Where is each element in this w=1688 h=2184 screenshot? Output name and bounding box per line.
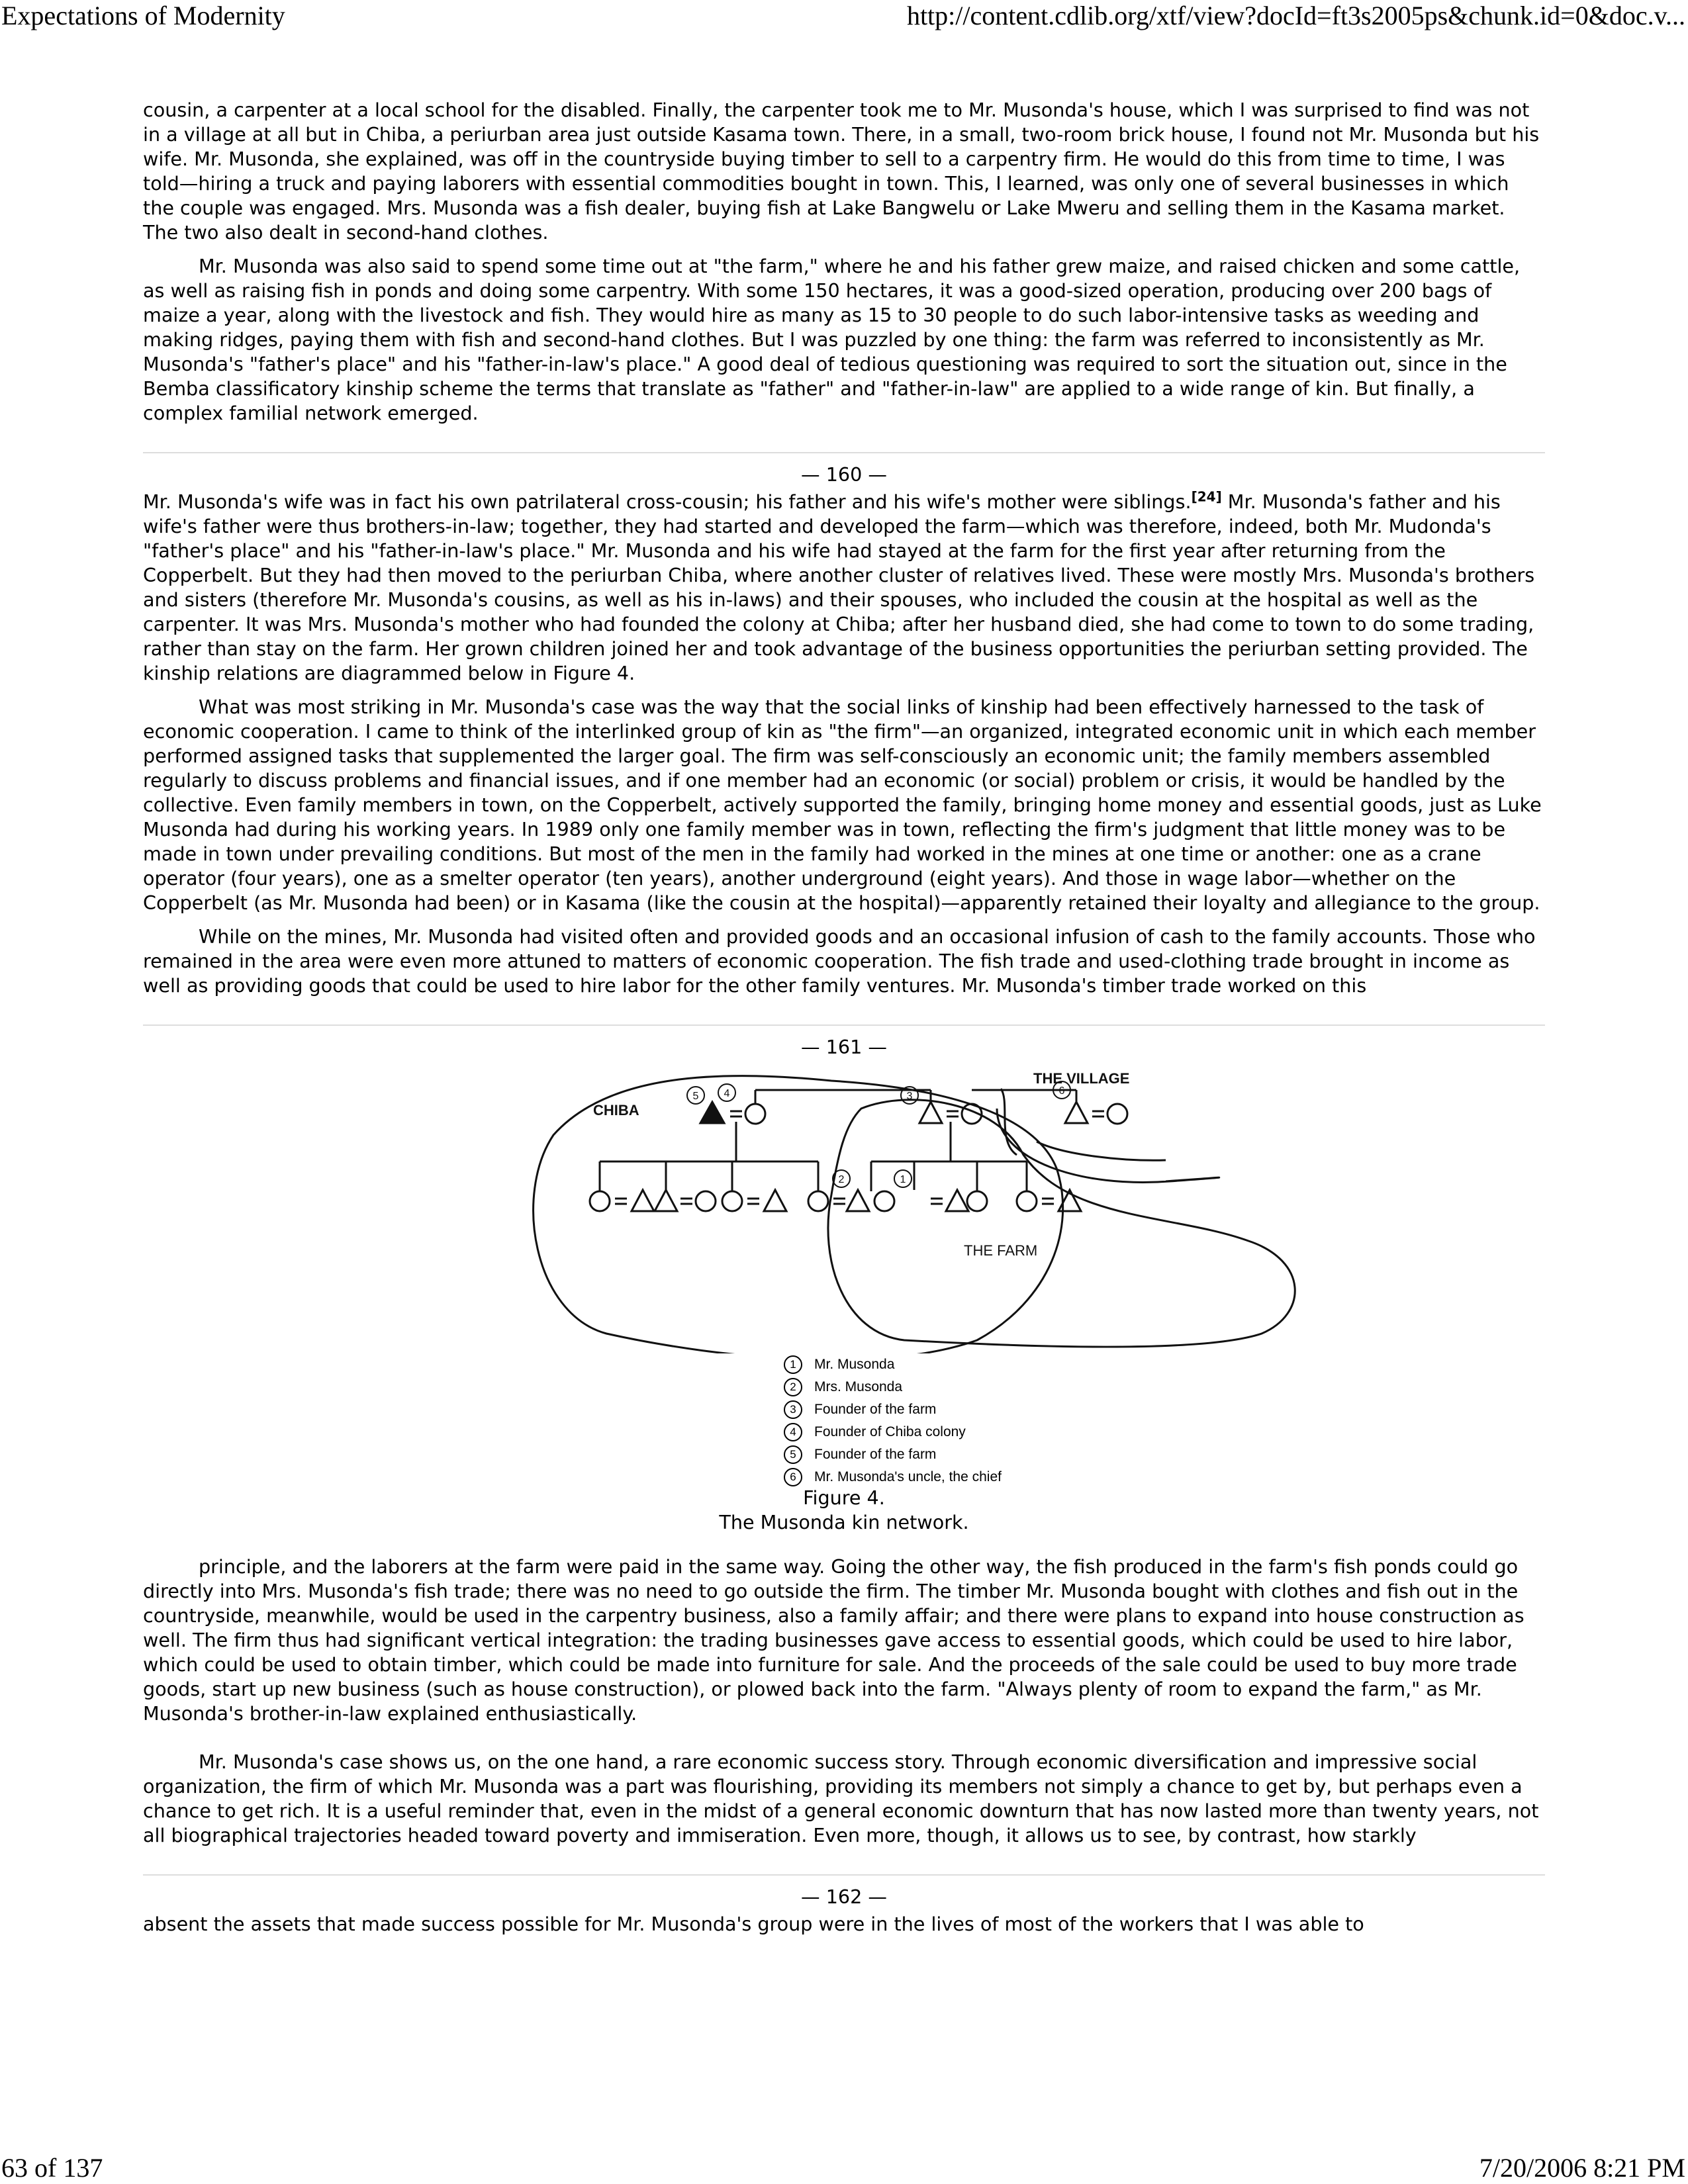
- legend-number: 6: [784, 1468, 802, 1486]
- page-number: — 162 —: [801, 1886, 887, 1908]
- page-divider: [143, 452, 1545, 453]
- legend-number: 2: [784, 1378, 802, 1396]
- paragraph: Mr. Musonda's case shows us, on the one hand, a rare economic success story. Through economic diversification and impressive social organization, the firm of which Mr. Musonda was a part was flourishing, providing its members not simply a chance to get by, but perhaps even a chance to get rich. It is a useful reminder that, even in the midst of a general economic downturn that has now lasted more than twenty years, not all biographical trajectories headed toward poverty and immiseration. Even more, though, it allows us to see, by contrast, how starkly: [143, 1751, 1539, 1846]
- farm-label: THE FARM: [964, 1242, 1038, 1259]
- legend-item: [784, 1353, 1002, 1376]
- male-symbol: [1065, 1102, 1088, 1123]
- legend-number: 1: [784, 1355, 802, 1374]
- paragraph: [143, 490, 1545, 686]
- female-symbol: [874, 1191, 894, 1211]
- male-symbol: [655, 1190, 677, 1211]
- female-symbol: [590, 1191, 610, 1211]
- paragraph: cousin, a carpenter at a local school for the disabled. Finally, the carpenter took me to Mr. Musonda's house, which I was surprised to find was not in a village at all but in Chiba, a periurban area just outside Kasama town. There, in a small, two-room brick house, I found not Mr. Musonda but his wife. Mr. Musonda, she explained, was off in the countryside buying timber to sell to a carpentry firm. He would do this from time to time, I was told—hiring a truck and paying laborers with essential commodities bought in town. This, I learned, was only one of several businesses in which the couple was engaged. Mrs. Musonda was a fish dealer, buying fish at Lake Bangwelu or Lake Mweru and selling them in the Kasama market. The two also dealt in second-hand clothes.: [143, 99, 1540, 244]
- female-symbol: [1017, 1191, 1037, 1211]
- male-symbol: [632, 1190, 654, 1211]
- village-label: THE VILLAGE: [1033, 1070, 1130, 1087]
- marker-number: 5: [692, 1091, 699, 1102]
- legend-number: 5: [784, 1445, 802, 1464]
- paragraph: principle, and the laborers at the farm were paid in the same way. Going the other way, the fish produced in the farm's fish ponds could go directly into Mrs. Musonda's fish trade; there was no need to go outside the firm. The timber Mr. Musonda bought with clothes and fish out in the countryside, meanwhile, would be used in the carpentry business, also a family affair; and there were plans to expand into house construction as well. The firm thus had significant vertical integration: the trading businesses gave access to essential goods, which could be used to hire labor, which could be used to obtain timber, which could be made into furniture for sale. And the proceeds of the sale could be used to buy more trade goods, start up new business (such as house construction), or plowed back into the farm. "Always plenty of room to expand the farm," as Mr. Musonda's brother-in-law explained enthusiastically.: [143, 1555, 1524, 1725]
- caption-label: Figure 4.: [803, 1486, 885, 1509]
- legend-text: Mr. Musonda: [814, 1357, 895, 1372]
- legend-number: 4: [784, 1423, 802, 1441]
- paragraph: absent the assets that made success possible for Mr. Musonda's group were in the lives of most of the workers that I was able to: [143, 1913, 1364, 1935]
- paragraph-text: Mr. Musonda's wife was in fact his own patrilateral cross-cousin; his father and his wife's mother were siblings.: [143, 490, 1192, 513]
- female-symbol: [696, 1191, 716, 1211]
- chiba-label: CHIBA: [593, 1102, 639, 1118]
- page-number: — 160 —: [801, 463, 887, 486]
- legend-item: [784, 1466, 1002, 1488]
- marker-number: 2: [838, 1174, 845, 1185]
- paragraph: What was most striking in Mr. Musonda's case was the way that the social links of kinship had been effectively harnessed to the task of economic cooperation. I came to think of the interlinked group of kin as "the firm"—an organized, integrated economic unit in which each member performed assigned tasks that supplemented the larger goal. The firm was self-consciously an economic unit; the family members assembled regularly to discuss problems and financial issues, and if one member had an economic (or social) problem or crisis, it would be handled by the collective. Even family members in town, on the Copperbelt, actively supported the family, bringing home money and essential goods, just as Luke Musonda had during his working years. In 1989 only one family member was in town, reflecting the firm's judgment that little money was to be made in town under prevailing conditions. But most of the men in the family had worked in the mines at one time or another: one as a crane operator (four years), one as a smelter operator (ten years), another underground (eight years). And those in wage labor—whether on the Copperbelt (as Mr. Musonda had been) or in Kasama (like the cousin at the hospital)—apparently retained their loyalty and allegiance to the group.: [143, 696, 1542, 914]
- female-symbol: [745, 1104, 765, 1124]
- header-url[interactable]: http://content.cdlib.org/xtf/view?docId=ft3s2005ps&chunk.id=0&doc.v...: [906, 1, 1685, 30]
- figure-caption: [143, 1486, 1545, 1535]
- male-symbol: [847, 1190, 869, 1211]
- legend-text: Founder of the farm: [814, 1402, 937, 1417]
- female-symbol: [967, 1191, 987, 1211]
- male-deceased-symbol: [700, 1102, 724, 1123]
- legend-item: [784, 1421, 1002, 1443]
- kinship-diagram: [143, 1062, 1545, 1353]
- legend-item: [784, 1443, 1002, 1466]
- page-number: — 161 —: [801, 1036, 887, 1058]
- legend-item: [784, 1398, 1002, 1421]
- marker-number: 3: [906, 1091, 913, 1102]
- page-divider: [143, 1024, 1545, 1026]
- footer-timestamp: 7/20/2006 8:21 PM: [1479, 2153, 1685, 2183]
- footnote-link[interactable]: [24]: [1191, 488, 1222, 505]
- legend-text: Founder of the farm: [814, 1447, 937, 1462]
- village-boundary: [997, 1109, 1219, 1183]
- header-title: Expectations of Modernity: [1, 1, 285, 30]
- marker-number: 6: [1058, 1085, 1065, 1097]
- legend-number: 3: [784, 1400, 802, 1419]
- caption-title: The Musonda kin network.: [719, 1511, 969, 1533]
- marker-number: 1: [900, 1174, 906, 1185]
- female-symbol: [1107, 1104, 1127, 1124]
- figure-legend: [784, 1353, 1002, 1488]
- paragraph: Mr. Musonda was also said to spend some time out at "the farm," where he and his father grew maize, and raised chicken and some cattle, as well as raising fish in ponds and doing some carpentry. With some 150 hectares, it was a good-sized operation, producing over 200 bags of maize a year, along with the livestock and fish. They would hire as many as 15 to 30 people to do such labor-intensive tasks as weeding and making ridges, paying them with fish and second-hand clothes. But I was puzzled by one thing: the farm was referred to inconsistently as Mr. Musonda's "father's place" and his "father-in-law's place." A good deal of tedious questioning was required to sort the situation out, since in the Bemba classificatory kinship scheme the terms that translate as "father" and "father-in-law" are applied to a wide range of kin. But finally, a complex familial network emerged.: [143, 255, 1521, 424]
- legend-text: Mrs. Musonda: [814, 1379, 903, 1394]
- male-symbol: [764, 1190, 786, 1211]
- legend-text: Mr. Musonda's uncle, the chief: [814, 1469, 1002, 1484]
- paragraph: While on the mines, Mr. Musonda had visited often and provided goods and an occasional infusion of cash to the family accounts. Those who remained in the area were even more attuned to matters of economic cooperation. The fish trade and used-clothing trade brought in income as well as providing goods that could be used to hire labor for the other family ventures. Mr. Musonda's timber trade worked on this: [143, 925, 1536, 997]
- female-symbol: [808, 1191, 828, 1211]
- female-symbol: [722, 1191, 742, 1211]
- document-body: [143, 98, 1545, 1946]
- village-boundary: [1037, 1142, 1166, 1160]
- kinship-figure: [143, 1062, 1545, 1484]
- marker-number: 4: [724, 1088, 730, 1099]
- footer-page-count: 63 of 137: [1, 2153, 103, 2183]
- male-symbol: [919, 1102, 942, 1123]
- legend-text: Founder of Chiba colony: [814, 1424, 966, 1439]
- legend-item: [784, 1376, 1002, 1398]
- male-symbol: [946, 1190, 968, 1211]
- paragraph-text: Mr. Musonda's father and his wife's father were thus brothers-in-law; together, they had started and developed the farm—which was therefore, indeed, both Mr. Mudonda's "father's place" and his "father-in-law's place." Mr. Musonda and his wife had stayed at the farm for the first year after returning from the Copperbelt. But they had then moved to the periurban Chiba, where another cluster of relatives lived. These were mostly Mrs. Musonda's brothers and sisters (therefore Mr. Musonda's cousins, as well as his in-laws) and their spouses, who included the cousin at the hospital as well as the carpenter. It was Mrs. Musonda's mother who had founded the colony at Chiba; after her husband died, she had come to town to do some trading, rather than stay on the farm. Her grown children joined her and took advantage of the business opportunities the periurban setting provided. The kinship relations are diagrammed below in Figure 4.: [143, 490, 1535, 684]
- page-divider: [143, 1874, 1545, 1876]
